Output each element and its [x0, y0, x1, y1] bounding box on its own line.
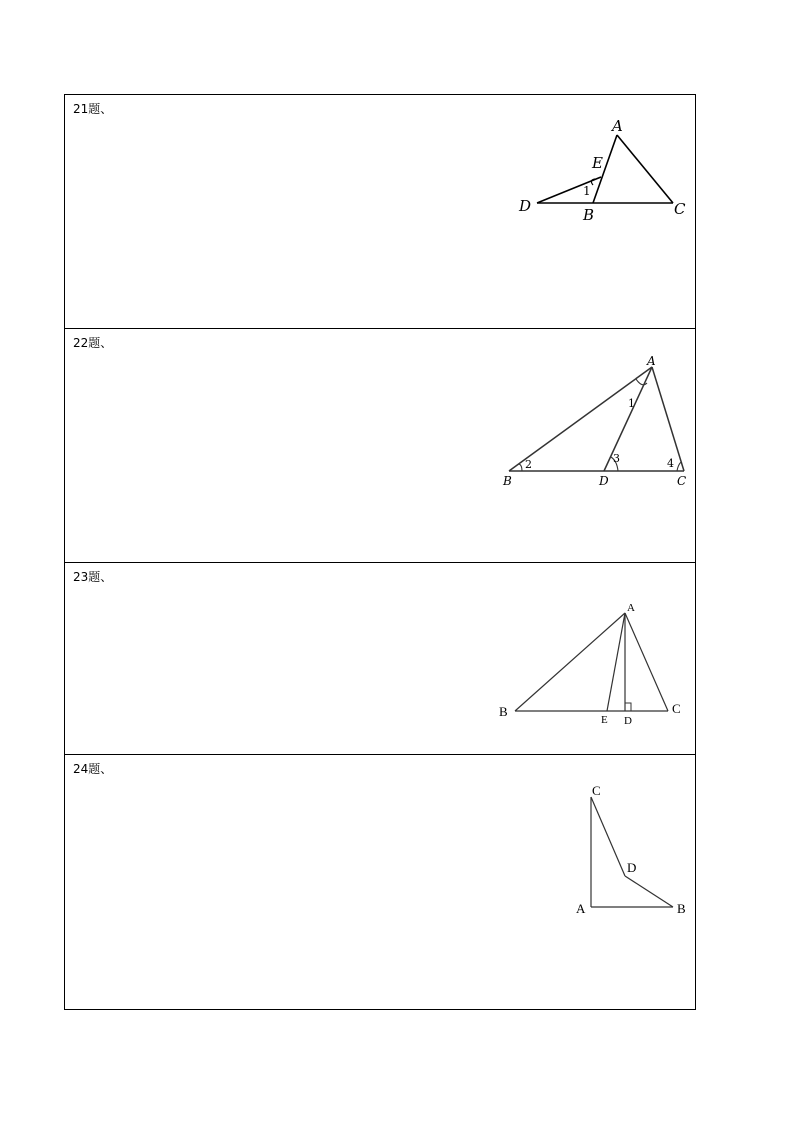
problem-22-figure [501, 355, 697, 497]
point-c-label: C [674, 200, 686, 218]
angle-1-label: 1 [583, 184, 591, 198]
right-angle-mark [625, 703, 631, 711]
point-e-label: E [601, 714, 608, 726]
point-a-label: A [627, 602, 635, 614]
segment-ae [607, 613, 625, 711]
point-c-label: C [592, 783, 601, 798]
point-b-label: B [677, 901, 686, 916]
problem-23-label: 23题、 [73, 570, 113, 584]
problem-22-label: 22题、 [73, 336, 113, 350]
point-c-label: C [672, 701, 681, 716]
segment-ac [652, 367, 684, 471]
problem-21-label: 21题、 [73, 102, 113, 116]
problem-23-cell [65, 563, 695, 755]
point-d-label: D [599, 474, 609, 488]
answer-table [64, 94, 696, 1010]
angle-2-arc [519, 464, 522, 471]
segment-cd [591, 797, 625, 876]
point-d-label: D [627, 860, 637, 875]
problem-24-label: 24题、 [73, 762, 113, 776]
angle-4-arc [677, 462, 681, 471]
segment-ab [515, 613, 625, 711]
point-a-label: A [612, 117, 623, 135]
segment-ac [617, 135, 673, 203]
problem-23-figure [497, 599, 697, 729]
angle-4-label: 4 [667, 457, 674, 470]
problem-21-figure [511, 113, 697, 225]
segment-ac [625, 613, 668, 711]
point-c-label: C [677, 474, 687, 488]
segment-db [625, 876, 673, 907]
segment-ad [604, 367, 652, 471]
angle-1-label: 1 [628, 397, 635, 410]
point-b-label: B [503, 474, 512, 488]
point-a-label: A [576, 901, 586, 916]
point-e-label: E [592, 154, 603, 172]
problem-21-cell [65, 95, 695, 329]
problem-24-cell [65, 755, 695, 1010]
point-b-label: B [499, 704, 508, 719]
segment-ab [509, 367, 652, 471]
point-a-label: A [647, 354, 656, 368]
angle-2-label: 2 [525, 458, 532, 471]
point-d-label: D [624, 715, 632, 727]
problem-24-figure [573, 781, 697, 921]
angle-3-label: 3 [613, 452, 620, 465]
problem-22-cell [65, 329, 695, 563]
point-b-label: B [583, 206, 595, 224]
point-d-label: D [519, 197, 532, 215]
